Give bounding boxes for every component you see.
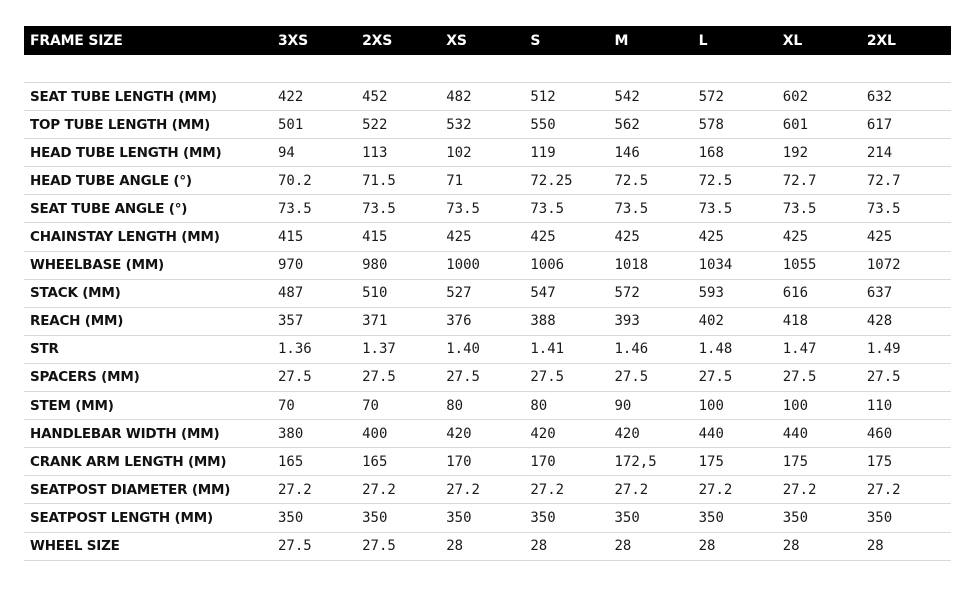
table-cell: 146 xyxy=(614,144,640,161)
table-cell: 350 xyxy=(866,509,893,526)
table-cell: 542 xyxy=(614,88,640,105)
table-cell: 422 xyxy=(278,88,304,105)
table-row xyxy=(24,252,951,280)
table-cell: 1000 xyxy=(446,257,480,274)
table-cell: 73.5 xyxy=(866,200,901,217)
table-cell: 165 xyxy=(362,453,388,470)
table-cell: 371 xyxy=(362,313,388,330)
table-cell: 550 xyxy=(530,116,556,133)
table-cell: 482 xyxy=(446,88,472,105)
table-cell: 440 xyxy=(782,425,809,442)
row-label: REACH (MM) xyxy=(30,313,124,330)
table-cell: 547 xyxy=(530,285,556,302)
row-label: STEM (MM) xyxy=(30,397,114,414)
table-cell: 1.37 xyxy=(362,341,396,358)
table-cell: 572 xyxy=(614,285,640,302)
table-cell: 632 xyxy=(866,88,893,105)
table-cell: 27.5 xyxy=(614,369,649,386)
table-cell: 428 xyxy=(866,313,893,330)
header-size-3xs: 3XS xyxy=(278,32,309,49)
table-cell: 1072 xyxy=(866,257,901,274)
table-cell: 1.47 xyxy=(782,341,817,358)
table-cell: 94 xyxy=(278,144,295,161)
table-cell: 527 xyxy=(446,285,472,302)
row-label: HANDLEBAR WIDTH (MM) xyxy=(30,425,220,442)
table-cell: 510 xyxy=(362,285,388,302)
table-cell: 350 xyxy=(530,509,556,526)
table-cell: 73.5 xyxy=(530,200,565,217)
table-row xyxy=(24,223,951,251)
row-label: HEAD TUBE LENGTH (MM) xyxy=(30,144,222,161)
table-cell: 72.5 xyxy=(698,172,733,189)
table-cell: 440 xyxy=(698,425,724,442)
table-cell: 90 xyxy=(614,397,632,414)
table-cell: 71.5 xyxy=(362,172,396,189)
header-size-l: L xyxy=(698,32,708,49)
row-label: CHAINSTAY LENGTH (MM) xyxy=(30,229,220,246)
table-cell: 637 xyxy=(866,285,893,302)
table-cell: 425 xyxy=(782,229,809,246)
header-frame-size: FRAME SIZE xyxy=(30,32,123,49)
table-cell: 214 xyxy=(866,144,893,161)
table-cell: 168 xyxy=(698,144,724,161)
table-cell: 350 xyxy=(698,509,724,526)
row-label: STACK (MM) xyxy=(30,285,121,302)
table-row xyxy=(24,533,951,561)
table-cell: 27.2 xyxy=(866,481,901,498)
table-cell: 616 xyxy=(782,285,809,302)
table-cell: 970 xyxy=(278,257,304,274)
table-cell: 402 xyxy=(698,313,724,330)
table-row xyxy=(24,420,951,448)
header-size-2xs: 2XS xyxy=(362,32,393,49)
table-cell: 425 xyxy=(446,229,472,246)
table-cell: 73.5 xyxy=(698,200,733,217)
table-header-row xyxy=(24,26,951,55)
table-cell: 71 xyxy=(446,172,464,189)
table-row xyxy=(24,308,951,336)
table-cell: 522 xyxy=(362,116,388,133)
table-cell: 73.5 xyxy=(446,200,480,217)
table-body xyxy=(24,83,951,561)
table-cell: 27.5 xyxy=(278,369,312,386)
table-cell: 72.7 xyxy=(866,172,901,189)
table-cell: 70.2 xyxy=(278,172,312,189)
row-label: HEAD TUBE ANGLE (°) xyxy=(30,172,192,189)
table-cell: 27.5 xyxy=(278,538,312,555)
table-cell: 460 xyxy=(866,425,893,442)
table-cell: 350 xyxy=(362,509,388,526)
table-cell: 512 xyxy=(530,88,556,105)
table-cell: 376 xyxy=(446,313,472,330)
table-cell: 70 xyxy=(362,397,379,414)
table-cell: 28 xyxy=(698,538,716,555)
table-row xyxy=(24,167,951,195)
row-label: STR xyxy=(30,341,59,358)
table-cell: 113 xyxy=(362,144,388,161)
table-cell: 388 xyxy=(530,313,556,330)
table-row xyxy=(24,504,951,532)
table-cell: 1.36 xyxy=(278,341,312,358)
table-row xyxy=(24,111,951,139)
table-cell: 165 xyxy=(278,453,304,470)
table-cell: 80 xyxy=(446,397,464,414)
table-cell: 27.5 xyxy=(698,369,733,386)
table-cell: 27.5 xyxy=(362,538,396,555)
table-cell: 1.41 xyxy=(530,341,565,358)
table-cell: 1018 xyxy=(614,257,649,274)
table-row xyxy=(24,280,951,308)
table-cell: 175 xyxy=(698,453,724,470)
table-cell: 350 xyxy=(278,509,304,526)
table-cell: 100 xyxy=(782,397,809,414)
table-cell: 415 xyxy=(362,229,388,246)
table-cell: 593 xyxy=(698,285,724,302)
table-cell: 1.49 xyxy=(866,341,901,358)
table-cell: 175 xyxy=(782,453,809,470)
table-row xyxy=(24,336,951,364)
table-cell: 27.2 xyxy=(278,481,312,498)
table-cell: 425 xyxy=(698,229,724,246)
table-cell: 425 xyxy=(614,229,640,246)
table-cell: 415 xyxy=(278,229,304,246)
table-cell: 119 xyxy=(530,144,556,161)
table-cell: 420 xyxy=(530,425,556,442)
table-cell: 27.2 xyxy=(614,481,649,498)
table-row xyxy=(24,195,951,223)
table-cell: 452 xyxy=(362,88,388,105)
table-cell: 1034 xyxy=(698,257,733,274)
table-cell: 1055 xyxy=(782,257,817,274)
table-row xyxy=(24,139,951,167)
table-cell: 73.5 xyxy=(782,200,817,217)
table-cell: 1.48 xyxy=(698,341,733,358)
header-size-s: S xyxy=(530,32,541,49)
row-label: SEAT TUBE LENGTH (MM) xyxy=(30,88,217,105)
table-cell: 27.2 xyxy=(362,481,396,498)
table-spacer-row xyxy=(24,55,951,83)
header-size-xl: XL xyxy=(782,32,803,49)
table-cell: 420 xyxy=(614,425,640,442)
table-cell: 28 xyxy=(866,538,884,555)
table-cell: 501 xyxy=(278,116,304,133)
row-label: WHEEL SIZE xyxy=(30,538,120,555)
table-cell: 73.5 xyxy=(362,200,396,217)
table-cell: 102 xyxy=(446,144,472,161)
table-cell: 192 xyxy=(782,144,809,161)
row-label: WHEELBASE (MM) xyxy=(30,257,165,274)
table-cell: 27.5 xyxy=(530,369,565,386)
table-cell: 572 xyxy=(698,88,724,105)
table-row xyxy=(24,364,951,392)
table-cell: 28 xyxy=(782,538,800,555)
table-cell: 73.5 xyxy=(278,200,312,217)
table-cell: 70 xyxy=(278,397,295,414)
table-row xyxy=(24,392,951,420)
table-cell: 380 xyxy=(278,425,304,442)
table-cell: 418 xyxy=(782,313,809,330)
table-cell: 72.25 xyxy=(530,172,573,189)
table-cell: 602 xyxy=(782,88,809,105)
table-row xyxy=(24,83,951,111)
table-cell: 100 xyxy=(698,397,724,414)
row-label: SEATPOST DIAMETER (MM) xyxy=(30,481,231,498)
table-cell: 400 xyxy=(362,425,388,442)
table-cell: 980 xyxy=(362,257,388,274)
row-label: SEATPOST LENGTH (MM) xyxy=(30,509,213,526)
table-cell: 72.7 xyxy=(782,172,817,189)
table-cell: 80 xyxy=(530,397,548,414)
table-cell: 170 xyxy=(530,453,556,470)
row-label: CRANK ARM LENGTH (MM) xyxy=(30,453,227,470)
table-cell: 350 xyxy=(614,509,640,526)
table-cell: 27.2 xyxy=(530,481,565,498)
table-cell: 1006 xyxy=(530,257,565,274)
table-cell: 72.5 xyxy=(614,172,649,189)
table-cell: 532 xyxy=(446,116,472,133)
table-cell: 28 xyxy=(614,538,632,555)
table-cell: 27.5 xyxy=(866,369,901,386)
table-cell: 27.2 xyxy=(446,481,480,498)
table-cell: 175 xyxy=(866,453,893,470)
table-cell: 617 xyxy=(866,116,893,133)
header-size-2xl: 2XL xyxy=(866,32,896,49)
row-label: SPACERS (MM) xyxy=(30,369,140,386)
table-cell: 172,5 xyxy=(614,453,657,470)
table-cell: 27.5 xyxy=(446,369,480,386)
table-cell: 420 xyxy=(446,425,472,442)
table-cell: 28 xyxy=(530,538,548,555)
table-cell: 425 xyxy=(530,229,556,246)
table-cell: 170 xyxy=(446,453,472,470)
table-row xyxy=(24,476,951,504)
header-size-m: M xyxy=(614,32,629,49)
table-cell: 357 xyxy=(278,313,304,330)
table-cell: 562 xyxy=(614,116,640,133)
table-cell: 350 xyxy=(782,509,809,526)
table-cell: 110 xyxy=(866,397,893,414)
table-cell: 601 xyxy=(782,116,809,133)
table-cell: 578 xyxy=(698,116,724,133)
header-size-xs: XS xyxy=(446,32,467,49)
table-cell: 1.46 xyxy=(614,341,649,358)
table-cell: 27.2 xyxy=(698,481,733,498)
table-cell: 27.5 xyxy=(782,369,817,386)
table-cell: 487 xyxy=(278,285,304,302)
table-cell: 73.5 xyxy=(614,200,649,217)
row-label: TOP TUBE LENGTH (MM) xyxy=(30,116,211,133)
table-cell: 27.5 xyxy=(362,369,396,386)
table-cell: 1.40 xyxy=(446,341,480,358)
table-cell: 350 xyxy=(446,509,472,526)
table-cell: 27.2 xyxy=(782,481,817,498)
table-cell: 28 xyxy=(446,538,464,555)
table-cell: 393 xyxy=(614,313,640,330)
row-label: SEAT TUBE ANGLE (°) xyxy=(30,200,188,217)
geometry-table xyxy=(24,26,951,561)
table-cell: 425 xyxy=(866,229,893,246)
table-row xyxy=(24,448,951,476)
